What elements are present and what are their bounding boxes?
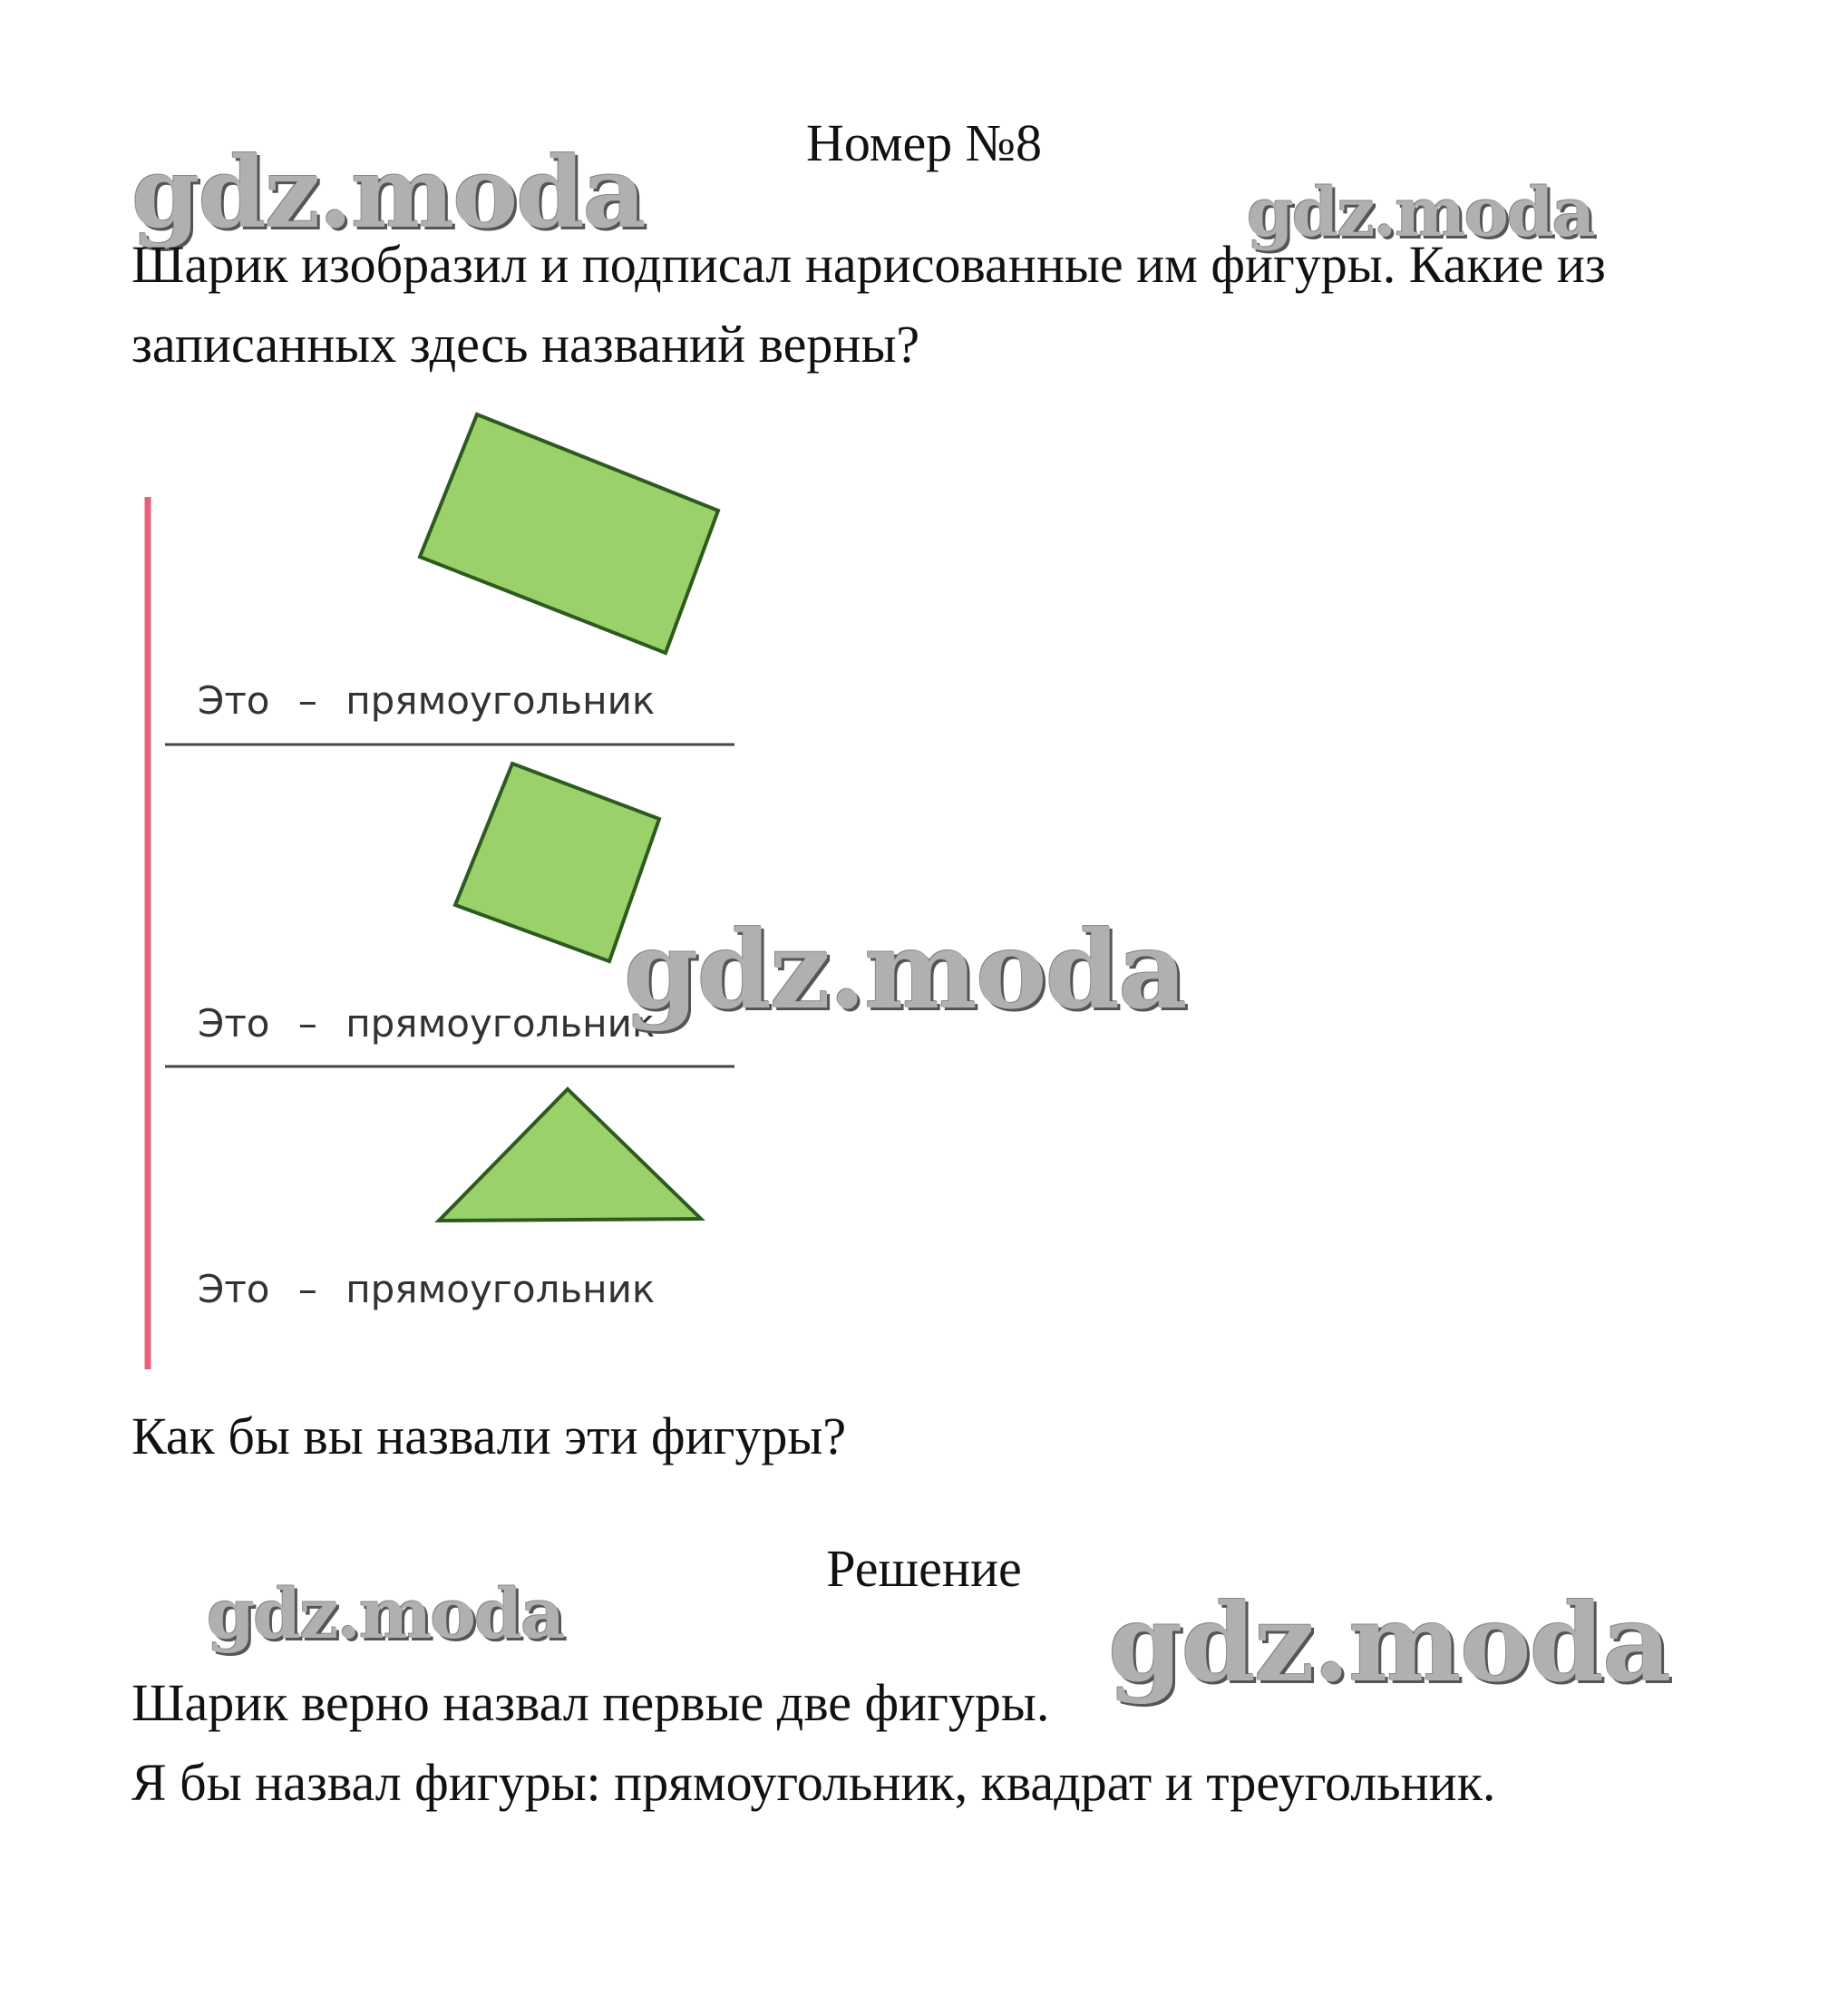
watermark-bottom-right: gdz.moda — [1108, 1580, 1670, 1706]
triangle-shape — [439, 1089, 701, 1221]
rectangle-shape — [420, 414, 718, 653]
watermark-top-right: gdz.moda — [1247, 174, 1594, 252]
solution-line-2: Я бы назвал фигуры: прямоугольник, квадрат и треугольник. — [131, 1753, 1496, 1812]
figure-caption-3: Это – прямоугольник — [198, 1267, 656, 1311]
solution-line-1: Шарик верно назвал первые две фигуры. — [131, 1673, 1050, 1732]
figure-caption-2: Это – прямоугольник — [198, 1001, 656, 1046]
page-title: Номер №8 — [805, 113, 1043, 172]
watermark-bottom-left: gdz.moda — [207, 1573, 564, 1654]
question-text: Как бы вы назвали эти фигуры? — [131, 1407, 847, 1465]
solution-title: Решение — [826, 1539, 1022, 1598]
figure-caption-1: Это – прямоугольник — [198, 678, 656, 723]
watermark-center: gdz.moda — [624, 907, 1186, 1033]
task-line-1: Шарик изобразил и подписал нарисованные им фигуры. Какие из — [131, 235, 1606, 294]
task-line-2: записанных здесь названий верны? — [131, 315, 920, 374]
watermark-top-left: gdz.moda — [131, 136, 645, 250]
